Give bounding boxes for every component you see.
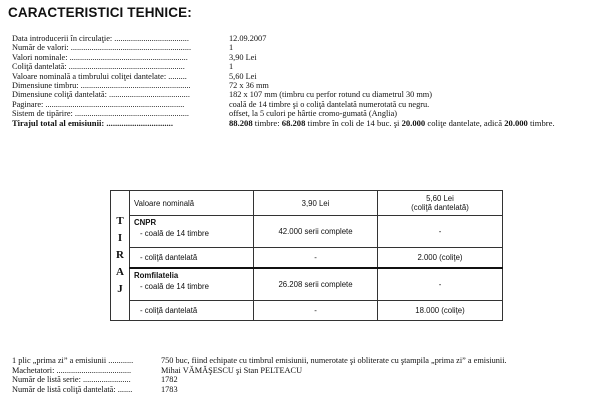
detail-value: 1782 [161,375,178,385]
tiraj-total-row [12,119,600,128]
spec-row [12,53,600,62]
table-row [111,301,503,321]
spec-value: 1 [229,43,234,53]
detail-value: 1783 [161,384,178,394]
detail-value: Mihai VĂMĂŞESCU şi Stan PELTEACU [161,365,303,375]
row-label: - coală de 14 timbre [140,229,209,238]
table-cell: 2.000 (coliţe) [378,248,503,269]
detail-value: 750 buc, fiind echipate cu timbrul emisiunii, numerotate şi obliterate cu ştampila „prima zi” a emisiunii. [161,356,507,365]
spec-value: coală de 14 timbre şi o coliţă dantelată numerotată cu negru. [229,99,430,109]
tiraj-total-value [229,119,555,128]
side-letter: R [116,249,124,261]
group-cell [130,216,254,248]
spec-value: 12.09.2007 [229,34,267,43]
spec-value: 5,60 Lei [229,71,257,81]
row-label: - coliţă dantelată [140,306,198,315]
side-letter: T [116,215,124,227]
spec-label: Paginare: ................................................................... [12,99,185,109]
spec-label: Dimensiune timbru: ..................................................... [12,80,191,90]
table-cell: - [254,301,378,321]
issue-details [12,356,600,394]
sheet-stamp-count: 20.000 [504,117,528,128]
detail-row [12,375,600,385]
sheet-stamps: 68.208 [281,117,306,128]
side-letter: I [117,232,123,244]
total-text: timbre. [527,117,555,128]
detail-label: Machetatori: .................................... [12,365,132,375]
table-cell: - [378,216,503,248]
spec-row [12,43,600,52]
page-title: CARACTERISTICI TEHNICE: [8,5,192,20]
spec-value: 182 x 107 mm (timbru cu perfor rotund cu diametrul 30 mm) [229,90,433,100]
header-cell [378,191,503,216]
detail-label: Număr de listă serie: ....................... [12,375,131,385]
table-cell: 42.000 serii complete [254,216,378,248]
header-cell: 3,90 Lei [254,191,378,216]
spec-value: 1 [229,62,234,72]
spec-label: Valoare nominală a timbrului coliţei dantelate: ......... [12,71,187,81]
table-cell: 18.000 (coliţe) [378,301,503,321]
table-cell: 26.208 serii complete [254,268,378,301]
detail-row [12,366,600,376]
total-text: timbre în coli de 14 buc. şi [305,117,402,128]
detail-row [12,356,600,366]
spec-value: 72 x 36 mm [229,80,269,90]
spec-row [12,72,600,81]
spec-row [12,81,600,90]
spec-row [12,62,600,71]
row-label: - coliţă dantelată [140,253,198,262]
table-header-row [111,191,503,216]
spec-label: Coliţă dantelată: ........................................................ [12,62,185,72]
spec-label: Data introducerii în circulaţie: .................................... [12,34,189,43]
spec-row [12,100,600,109]
tiraj-side-label [111,191,130,321]
spec-row [12,34,600,43]
group-name: CNPR [134,218,157,227]
side-letter: J [117,283,123,295]
detail-label: 1 plic „prima zi” a emisiunii ............ [12,356,134,365]
header-line: 5,60 Lei [426,194,454,203]
detail-row [12,385,600,395]
tiraj-total-label: Tirajul total al emisiunii: ............................... [12,117,173,128]
spec-label: Valori nominale: ......................................................... [12,52,188,62]
group-cell [130,268,254,301]
header-line: (coliţă dantelată) [411,203,469,212]
header-cell: Valoare nominală [130,191,254,216]
side-letter: A [116,266,124,278]
tiraj-table [110,190,503,321]
group-name: Romfilatelia [134,271,179,280]
table-cell: - [378,268,503,301]
row-label: - coală de 14 timbre [140,282,209,291]
table-row [111,268,503,301]
table-row [111,216,503,248]
total-stamps: 88.208 [229,117,253,128]
table-cell [130,248,254,269]
table-row [111,248,503,269]
table-cell: - [254,248,378,269]
spec-row [12,90,600,99]
spec-label: Număr de valori: .......................................................... [12,43,192,53]
total-text: coliţe dantelate, adică [425,117,505,128]
table-cell [130,301,254,321]
detail-label: Număr de listă coliţă dantelată: ....... [12,384,133,394]
spec-value: 3,90 Lei [229,52,257,62]
technical-specs [12,34,600,128]
souvenir-sheets: 20.000 [401,117,426,128]
total-text: timbre: [252,117,282,128]
spec-label: Dimensiune coliţă dantelată: ....................................... [12,90,190,100]
spec-value: offset, la 5 culori pe hârtie cromo-gumată (Anglia) [229,109,398,119]
spec-label: Sistem de tipărire: ....................................................... [12,109,189,119]
